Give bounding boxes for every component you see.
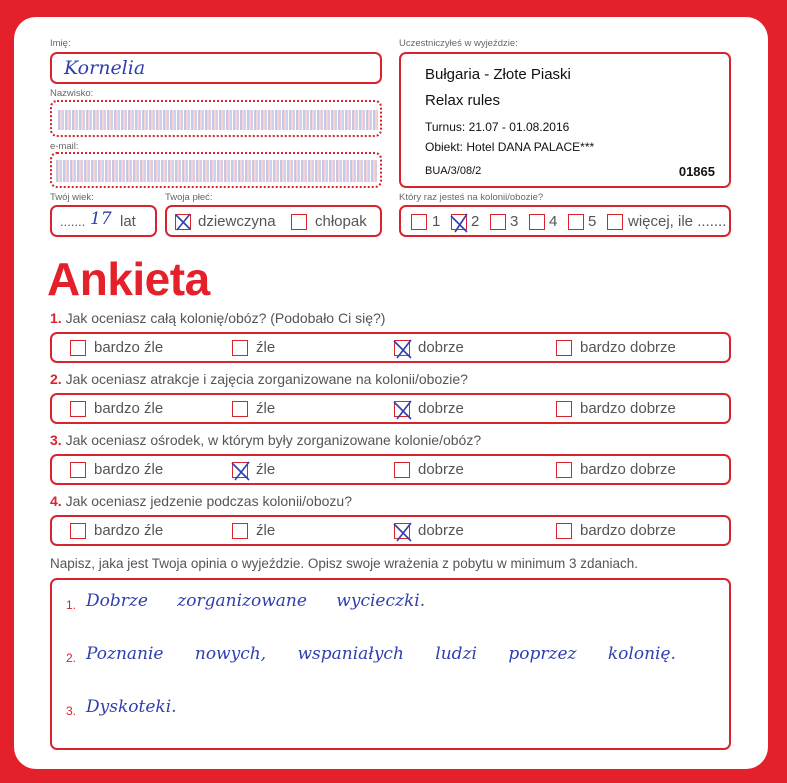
checkmark-x-icon (392, 338, 414, 360)
times-3-label: 3 (510, 213, 519, 230)
times-group (399, 205, 731, 237)
rating-option-label: bardzo dobrze (580, 339, 676, 356)
times-2-label: 2 (471, 213, 480, 230)
rating-option-label: bardzo dobrze (580, 522, 676, 539)
times-5-label: 5 (588, 213, 597, 230)
times-3-checkbox[interactable] (490, 214, 506, 230)
name-label: Imię: (50, 38, 71, 49)
question-number: 3. (50, 432, 62, 448)
trip-destination: Bułgaria - Złote Piaski (425, 66, 571, 83)
question-number: 4. (50, 493, 62, 509)
survey-title: Ankieta (47, 253, 210, 305)
rating-checkbox[interactable] (556, 523, 572, 539)
age-value: 17 (90, 209, 112, 229)
opinion-line-text: Dobrze zorganizowane wycieczki. (86, 591, 426, 611)
times-1-checkbox[interactable] (411, 214, 427, 230)
times-more-checkbox[interactable] (607, 214, 623, 230)
surname-field[interactable] (50, 100, 382, 137)
rating-checkbox[interactable] (394, 462, 410, 478)
rating-checkbox[interactable] (70, 340, 86, 356)
times-5-checkbox[interactable] (568, 214, 584, 230)
question-number: 2. (50, 371, 62, 387)
gender-label: Twoja płeć: (165, 192, 213, 203)
rating-option-label: źle (256, 461, 276, 478)
question-text (50, 432, 481, 448)
opinion-textarea[interactable] (50, 578, 731, 750)
question-number: 1. (50, 310, 62, 326)
trip-turnus: Turnus: 21.07 - 01.08.2016 (425, 120, 570, 134)
rating-option-label: źle (256, 339, 276, 356)
email-redacted (56, 160, 378, 182)
rating-option-label: źle (256, 400, 276, 417)
rating-option-label: źle (256, 522, 276, 539)
question-label: Jak oceniasz jedzenie podczas kolonii/obozu? (65, 493, 352, 509)
rating-checkbox[interactable] (232, 523, 248, 539)
question-text (50, 310, 385, 326)
rating-checkbox[interactable] (394, 401, 410, 417)
rating-checkbox[interactable] (394, 523, 410, 539)
age-field[interactable] (50, 205, 157, 237)
rating-checkbox[interactable] (394, 340, 410, 356)
surname-label: Nazwisko: (50, 88, 94, 99)
question-label: Jak oceniasz ośrodek, w którym były zorganizowane kolonie/obóz? (65, 432, 482, 448)
rating-checkbox[interactable] (232, 462, 248, 478)
rating-group (50, 393, 731, 424)
trip-number: 01865 (678, 164, 715, 179)
rating-option-label: bardzo źle (94, 522, 164, 539)
gender-female-checkbox[interactable] (175, 214, 191, 230)
rating-option-label: bardzo źle (94, 400, 164, 417)
rating-option-label: dobrze (418, 400, 464, 417)
times-more-label: więcej, ile ....... (628, 213, 727, 230)
email-label: e-mail: (50, 141, 79, 152)
rating-option-label: dobrze (418, 461, 464, 478)
question-text (50, 493, 352, 509)
name-value: Kornelia (64, 57, 146, 79)
question-text (50, 371, 468, 387)
rating-option-label: bardzo dobrze (580, 461, 676, 478)
rating-option-label: dobrze (418, 339, 464, 356)
rating-checkbox[interactable] (232, 340, 248, 356)
gender-female-label: dziewczyna (198, 213, 276, 230)
age-unit: lat (120, 213, 136, 230)
times-2-checkbox[interactable] (451, 214, 467, 230)
gender-male-checkbox[interactable] (291, 214, 307, 230)
rating-checkbox[interactable] (556, 401, 572, 417)
email-field[interactable] (50, 152, 382, 188)
trip-label: Uczestniczyłeś w wyjeździe: (399, 38, 518, 49)
checkmark-x-icon (392, 399, 414, 421)
question-label: Jak oceniasz całą kolonię/obóz? (Podobało Ci się?) (65, 310, 386, 326)
rating-checkbox[interactable] (556, 462, 572, 478)
trip-object: Obiekt: Hotel DANA PALACE*** (425, 140, 595, 154)
times-1-label: 1 (432, 213, 441, 230)
rating-group (50, 332, 731, 363)
question-label: Jak oceniasz atrakcje i zajęcia zorganizowane na kolonii/obozie? (65, 371, 468, 387)
rating-checkbox[interactable] (70, 523, 86, 539)
rating-checkbox[interactable] (556, 340, 572, 356)
rating-option-label: bardzo dobrze (580, 400, 676, 417)
rating-group (50, 515, 731, 546)
trip-code: BUA/3/08/2 (425, 165, 482, 177)
rating-option-label: bardzo źle (94, 461, 164, 478)
age-label: Twój wiek: (50, 192, 94, 203)
opinion-line-number: 2. (66, 651, 77, 665)
gender-group (165, 205, 382, 237)
rating-group (50, 454, 731, 485)
gender-male-label: chłopak (315, 213, 367, 230)
rating-checkbox[interactable] (70, 462, 86, 478)
checkmark-x-icon (392, 521, 414, 543)
checkmark-x-icon (449, 212, 471, 234)
times-4-label: 4 (549, 213, 558, 230)
rating-checkbox[interactable] (70, 401, 86, 417)
times-label: Który raz jesteś na kolonii/obozie? (399, 192, 544, 203)
surname-redacted (58, 110, 378, 130)
checkmark-x-icon (230, 460, 252, 482)
rating-checkbox[interactable] (232, 401, 248, 417)
times-4-checkbox[interactable] (529, 214, 545, 230)
age-dots: ....... (60, 214, 86, 229)
name-field[interactable] (50, 52, 382, 84)
trip-name: Relax rules (425, 92, 501, 109)
rating-option-label: dobrze (418, 522, 464, 539)
opinion-line-text: Dyskoteki. (86, 697, 177, 717)
checkmark-x-icon (173, 212, 193, 232)
opinion-prompt: Napisz, jaka jest Twoja opinia o wyjeździe. Opisz swoje wrażenia z pobytu w minimum 3 zdaniach. (50, 556, 639, 571)
trip-info-box (399, 52, 731, 188)
rating-option-label: bardzo źle (94, 339, 164, 356)
opinion-line-text: Poznanie nowych, wspaniałych ludzi poprzez kolonię. (86, 644, 676, 664)
opinion-line-number: 3. (66, 704, 77, 718)
opinion-line-number: 1. (66, 598, 77, 612)
